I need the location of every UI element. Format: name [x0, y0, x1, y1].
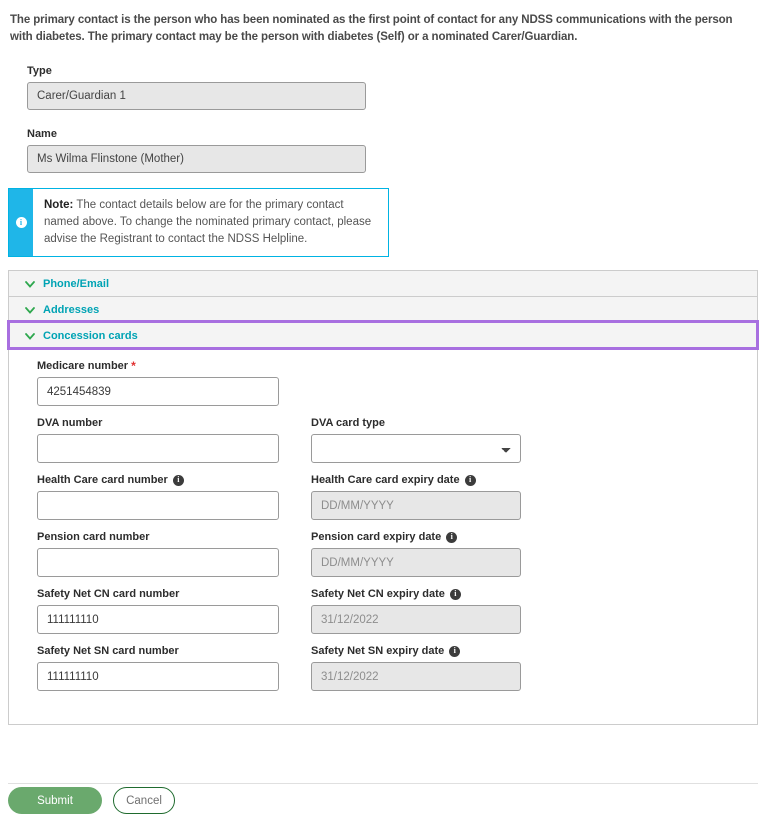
- dva-number-label: DVA number: [37, 417, 103, 429]
- accordion-panel: [8, 270, 758, 725]
- health-care-number-field-group: [37, 474, 279, 520]
- health-care-expiry-label-text: Health Care card expiry date: [311, 474, 460, 486]
- type-input[interactable]: [27, 82, 366, 110]
- medicare-label: [37, 360, 279, 372]
- safety-net-sn-expiry-label: [311, 645, 521, 657]
- safety-net-cn-number-field-group: [37, 588, 279, 634]
- health-care-number-label: [37, 474, 279, 486]
- chevron-down-icon: [25, 279, 35, 289]
- safety-net-cn-expiry-field-group: [311, 588, 521, 634]
- dva-card-type-field-group: [311, 417, 521, 463]
- pension-expiry-label: [311, 531, 521, 543]
- type-label: Type: [27, 65, 52, 77]
- dva-number-input[interactable]: [37, 434, 279, 463]
- info-icon: i: [16, 217, 27, 228]
- dva-card-type-label: DVA card type: [311, 417, 385, 429]
- safety-net-cn-expiry-input: [311, 605, 521, 634]
- dva-card-type-select[interactable]: [311, 434, 521, 463]
- note-text: [33, 189, 388, 256]
- health-care-expiry-input: [311, 491, 521, 520]
- pension-expiry-field-group: [311, 531, 521, 577]
- footer-divider: [8, 783, 758, 784]
- safety-net-cn-number-input[interactable]: [37, 605, 279, 634]
- note-accent-bar: [9, 189, 33, 256]
- safety-net-sn-expiry-field-group: [311, 645, 521, 691]
- medicare-number-input[interactable]: [37, 377, 279, 406]
- health-care-expiry-field-group: [311, 474, 521, 520]
- safety-net-sn-expiry-input: [311, 662, 521, 691]
- pension-expiry-label-text: Pension card expiry date: [311, 531, 442, 543]
- note-body-text: The contact details below are for the primary contact named above. To change the nominated primary contact, please advise the Registrant to contact the NDSS Helpline.: [44, 199, 372, 245]
- medicare-field-group: [37, 360, 279, 406]
- accordion-label-addresses: Addresses: [43, 303, 100, 316]
- safety-net-sn-number-field-group: [37, 645, 279, 691]
- info-icon[interactable]: i: [449, 646, 460, 657]
- safety-net-cn-expiry-label: [311, 588, 521, 600]
- pension-number-input[interactable]: [37, 548, 279, 577]
- row-medicare: [9, 360, 757, 406]
- pension-number-field-group: [37, 531, 279, 577]
- info-icon[interactable]: i: [465, 475, 476, 486]
- footer-actions: [8, 787, 175, 814]
- name-input[interactable]: [27, 145, 366, 173]
- pension-number-label: Pension card number: [37, 531, 150, 543]
- accordion-label-concession-cards: Concession cards: [43, 329, 138, 342]
- safety-net-cn-expiry-label-text: Safety Net CN expiry date: [311, 588, 445, 600]
- row-safety-net-sn: [9, 645, 757, 691]
- chevron-down-icon: [25, 331, 35, 341]
- health-care-expiry-label: [311, 474, 521, 486]
- row-pension: [9, 531, 757, 577]
- submit-button[interactable]: Submit: [8, 787, 102, 814]
- accordion-header-phone-email[interactable]: [9, 270, 757, 296]
- concession-cards-panel: [9, 348, 757, 724]
- required-marker: *: [131, 359, 136, 373]
- note-bold-prefix: Note:: [44, 199, 74, 211]
- accordion-header-concession-cards[interactable]: [9, 322, 757, 348]
- cancel-button[interactable]: Cancel: [113, 787, 175, 814]
- row-health-care: [9, 474, 757, 520]
- name-label: Name: [27, 128, 57, 140]
- name-field-group: [27, 128, 366, 173]
- type-field-group: [27, 65, 366, 110]
- dva-number-field-group: [37, 417, 279, 463]
- safety-net-sn-number-input[interactable]: [37, 662, 279, 691]
- health-care-number-input[interactable]: [37, 491, 279, 520]
- safety-net-cn-number-label: Safety Net CN card number: [37, 588, 180, 600]
- note-alert: [8, 188, 389, 257]
- row-safety-net-cn: [9, 588, 757, 634]
- accordion-header-addresses[interactable]: [9, 296, 757, 322]
- info-icon[interactable]: i: [450, 589, 461, 600]
- medicare-label-text: Medicare number: [37, 360, 129, 372]
- chevron-down-icon: [25, 305, 35, 315]
- accordion-label-phone-email: Phone/Email: [43, 277, 110, 290]
- intro-paragraph: The primary contact is the person who has been nominated as the first point of contact for any NDSS communications with the person with diabetes. The primary contact may be the person with diabetes (Self) or a nominated Carer/Guardian.: [10, 14, 733, 43]
- health-care-number-label-text: Health Care card number: [37, 474, 168, 486]
- info-icon[interactable]: i: [446, 532, 457, 543]
- safety-net-sn-number-label: Safety Net SN card number: [37, 645, 179, 657]
- info-icon[interactable]: i: [173, 475, 184, 486]
- row-dva: [9, 417, 757, 463]
- pension-expiry-input: [311, 548, 521, 577]
- safety-net-sn-expiry-label-text: Safety Net SN expiry date: [311, 645, 445, 657]
